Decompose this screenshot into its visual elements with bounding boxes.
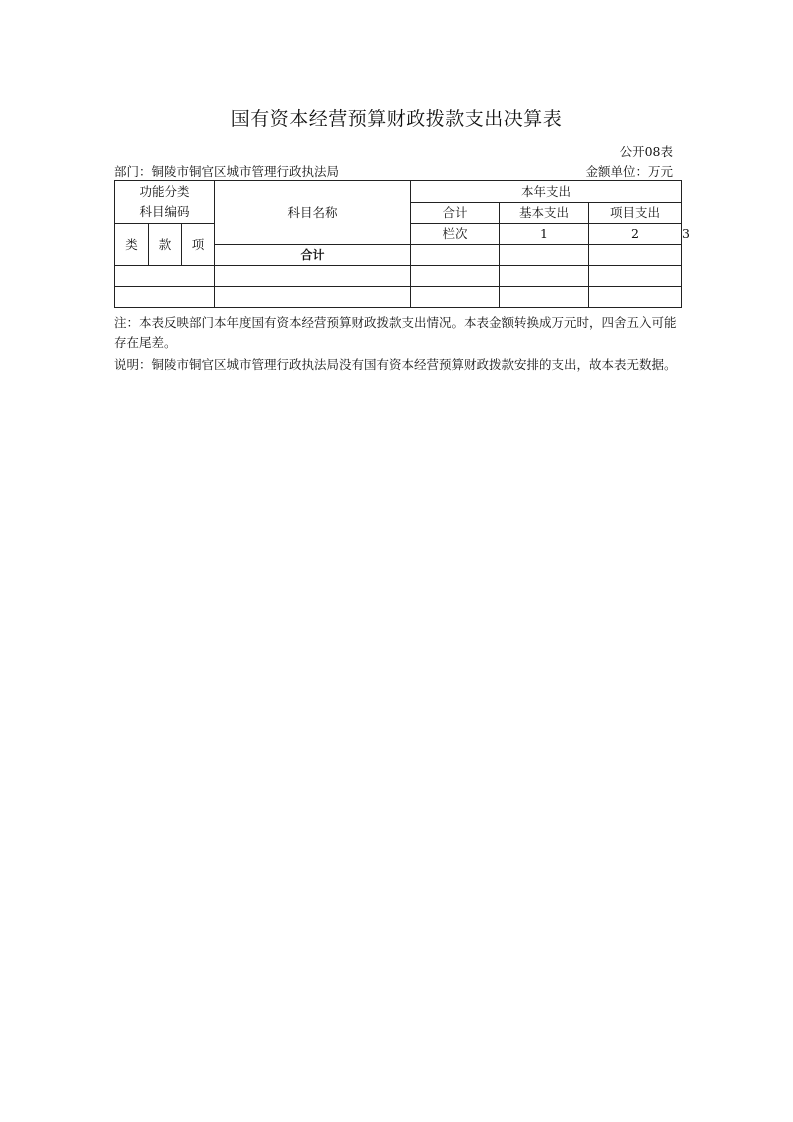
- empty-cell: [589, 287, 682, 308]
- current-year-header: 本年支出: [411, 181, 682, 203]
- column-index-label: 栏次: [411, 224, 500, 245]
- department-label: 部门：铜陵市铜官区城市管理行政执法局: [114, 164, 340, 179]
- notes-section: [114, 313, 680, 377]
- empty-cell: [500, 287, 589, 308]
- empty-cell: [411, 287, 500, 308]
- empty-cell: [115, 266, 215, 287]
- column-index-1: 1: [500, 224, 589, 245]
- empty-cell: [589, 266, 682, 287]
- total-row-label: 合计: [215, 245, 411, 266]
- empty-cell: [215, 287, 411, 308]
- category-header: 类: [115, 224, 149, 266]
- total-row-total-cell: [411, 245, 500, 266]
- table-note: 注：本表反映部门本年度国有资本经营预算财政拨款支出情况。本表金额转换成万元时，四舍五入可能存在尾差。: [114, 315, 677, 350]
- subject-name-header: 科目名称: [215, 181, 411, 245]
- function-class-header: [115, 181, 215, 224]
- expenditure-table: 功能分类 科目编码 科目名称 本年支出 合计 基本支出 项目支出 类 款 项 栏次 1 2 3 合计: [114, 180, 682, 308]
- total-column-header: 合计: [411, 203, 500, 224]
- project-expenditure-header: 项目支出: [589, 203, 682, 224]
- amount-unit-label: 金额单位：万元: [585, 164, 673, 179]
- function-class-label: 功能分类: [139, 184, 190, 199]
- empty-cell: [215, 266, 411, 287]
- empty-cell: [115, 287, 215, 308]
- total-row-project-cell: [589, 245, 682, 266]
- empty-cell: [411, 266, 500, 287]
- item-header: 项: [182, 224, 215, 266]
- subject-code-label: 科目编码: [139, 204, 190, 219]
- table-row: [115, 266, 682, 287]
- empty-cell: [500, 266, 589, 287]
- form-code: 公开08表: [619, 144, 673, 159]
- basic-expenditure-header: 基本支出: [500, 203, 589, 224]
- explanation-note: 说明：铜陵市铜官区城市管理行政执法局没有国有资本经营预算财政拨款安排的支出，故本表无数据。: [114, 357, 677, 372]
- page-title: 国有资本经营预算财政拨款支出决算表: [230, 108, 563, 130]
- table-row: [115, 287, 682, 308]
- section-header: 款: [149, 224, 182, 266]
- column-index-2: 2: [589, 224, 682, 245]
- total-row-basic-cell: [500, 245, 589, 266]
